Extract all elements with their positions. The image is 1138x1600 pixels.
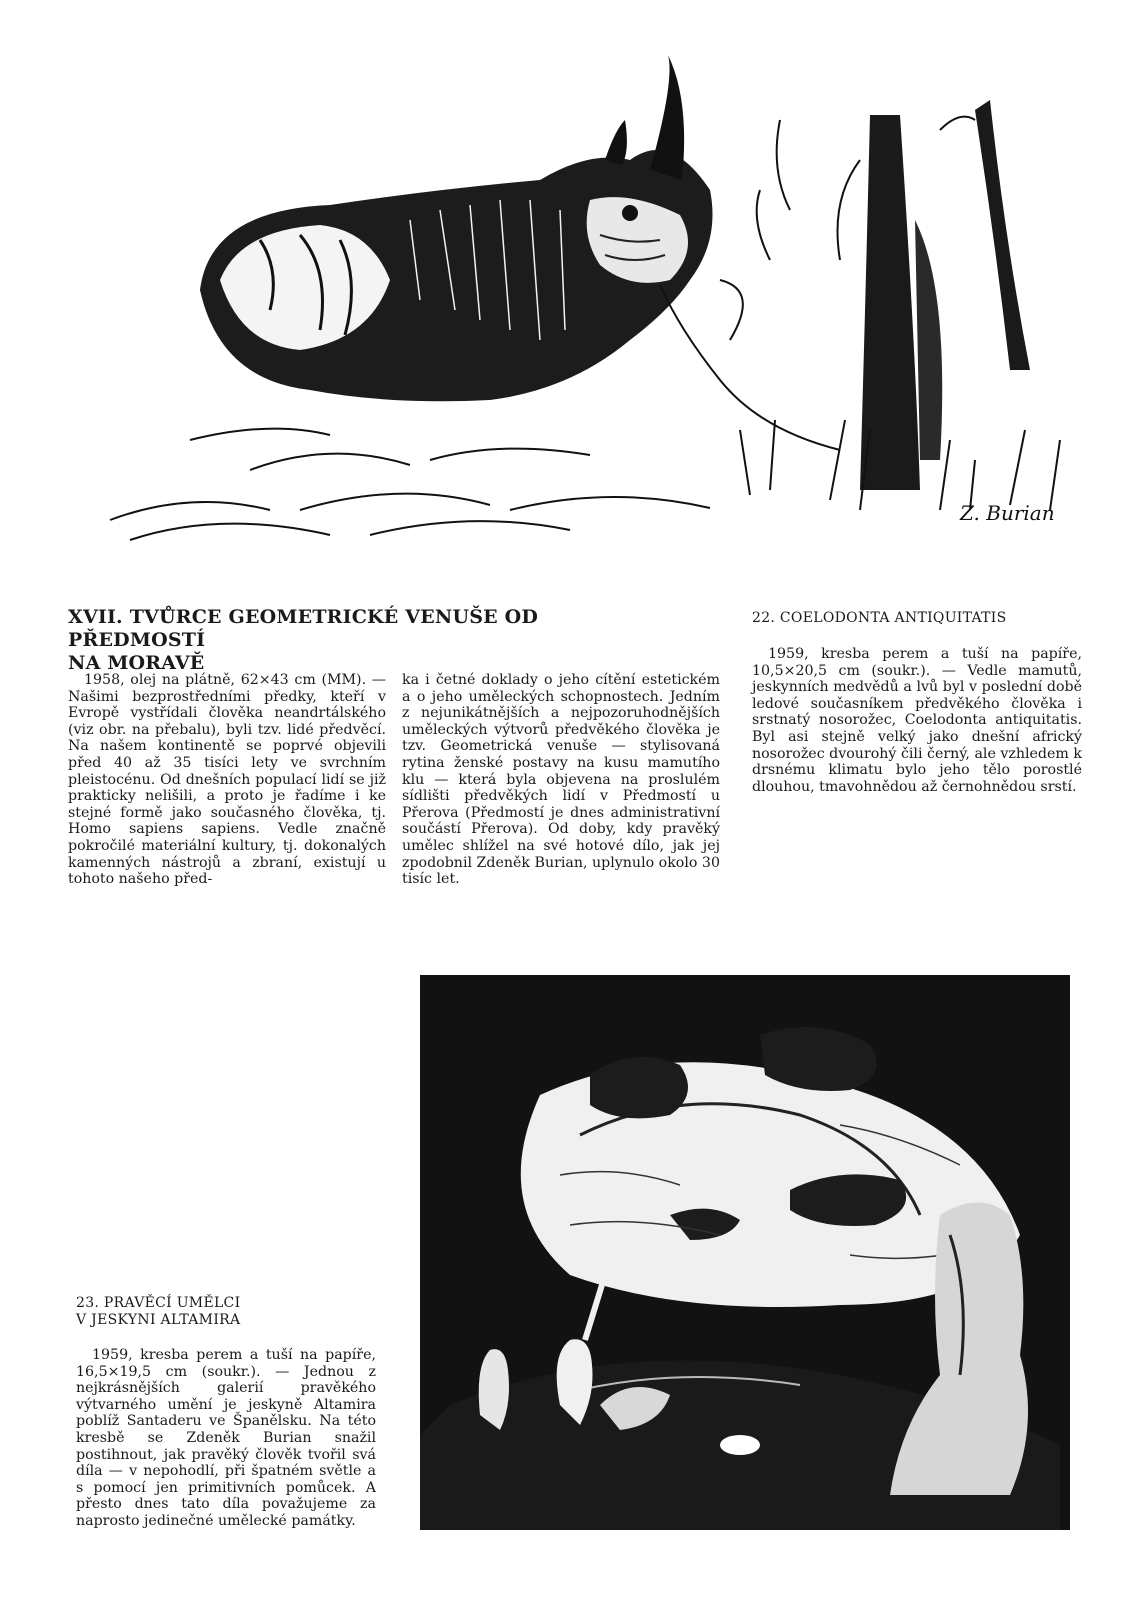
caption-22-title: 22. COELODONTA ANTIQUITATIS bbox=[752, 610, 1007, 626]
woolly-rhinoceros-illustration bbox=[70, 40, 1070, 560]
artist-signature: Z. Burian bbox=[960, 501, 1055, 525]
heading-line-2: NA MORAVĚ bbox=[68, 652, 205, 674]
article-paragraph-2: ka i četné doklady o jeho cítění estetickém a o jeho uměleckých schopnostech. Jedním z nejunikátnějších a nejpozoruhodnějších uměleckých výtvorů předvěkého člověka je tzv. Geometrická venuše — stylisovaná rytina ženské postavy na kusu mamutího klu — která byla objevena na proslulém sídlišti předvěkých lidí v Předmostí u Přerova (Předmostí je dnes administrativní součástí Přerova). Od doby, kdy pravěký umělec shlížel na své hotové dílo, jak jej zpodobnil Zdeněk Burian, uplynulo okolo 30 tisíc let. bbox=[402, 672, 720, 888]
article-heading bbox=[68, 606, 668, 675]
caption-23-title-line-1: 23. PRAVĚCÍ UMĚLCI bbox=[76, 1295, 241, 1311]
caption-22-text-block bbox=[752, 646, 1082, 795]
article-paragraph-1: 1958, olej na plátně, 62×43 cm (MM). — Našimi bezprostředními předky, kteří v Evropě vystřídali člověka neandrtálského (viz obr. na přebalu), byli tzv. lidé předvěcí. Na našem kontinentě se poprvé objevili před 40 až 35 tisíci lety ve svrchním pleistocénu. Od dnešních populací lidí se již prakticky nelišili, a proto je řadíme i ke stejné formě jako současného člověka, tj. Homo sapiens sapiens. Vedle značně pokročilé materiální kultury, tj. dokonalých kamenných nástrojů a zbraní, existují u tohoto našeho před- bbox=[68, 672, 386, 888]
article-column-2 bbox=[402, 672, 720, 888]
rhino-drawing bbox=[70, 40, 1070, 560]
caption-23-title-line-2: V JESKYNI ALTAMIRA bbox=[76, 1312, 241, 1328]
article-column-1 bbox=[68, 672, 386, 888]
caption-23-title bbox=[76, 1295, 376, 1329]
altamira-cave-illustration bbox=[420, 975, 1070, 1530]
cave-drawing bbox=[420, 975, 1070, 1530]
heading-line-1: XVII. TVŮRCE GEOMETRICKÉ VENUŠE OD PŘEDMOSTÍ bbox=[68, 606, 539, 651]
caption-23-text: 1959, kresba perem a tuší na papíře, 16,5×19,5 cm (soukr.). — Jednou z nejkrásnějších galerií pravěkého výtvarného umění je jeskyně Altamira poblíž Santaderu ve Španělsku. Na této kresbě se Zdeněk Burian snažil postihnout, jak pravěký člověk tvořil svá díla — v nepohodlí, při špatném světle a s pomocí jen primitivních pomůcek. A přesto dnes tato díla považujeme za naprosto jedinečné umělecké památky. bbox=[76, 1347, 376, 1529]
caption-22-text: 1959, kresba perem a tuší na papíře, 10,5×20,5 cm (soukr.). — Vedle mamutů, jeskynních medvědů a lvů byl v poslední době ledové současníkem předvěkého člověka i srstnatý nosorožec, Coelodonta antiquitatis. Byl asi stejně velký jako dnešní africký nosorožec dvourohý čili černý, ale vzhledem k drsnému klimatu bylo jeho tělo porostlé dlouhou, tmavohnědou až černohnědou srstí. bbox=[752, 646, 1082, 795]
caption-23-text-block bbox=[76, 1347, 376, 1530]
